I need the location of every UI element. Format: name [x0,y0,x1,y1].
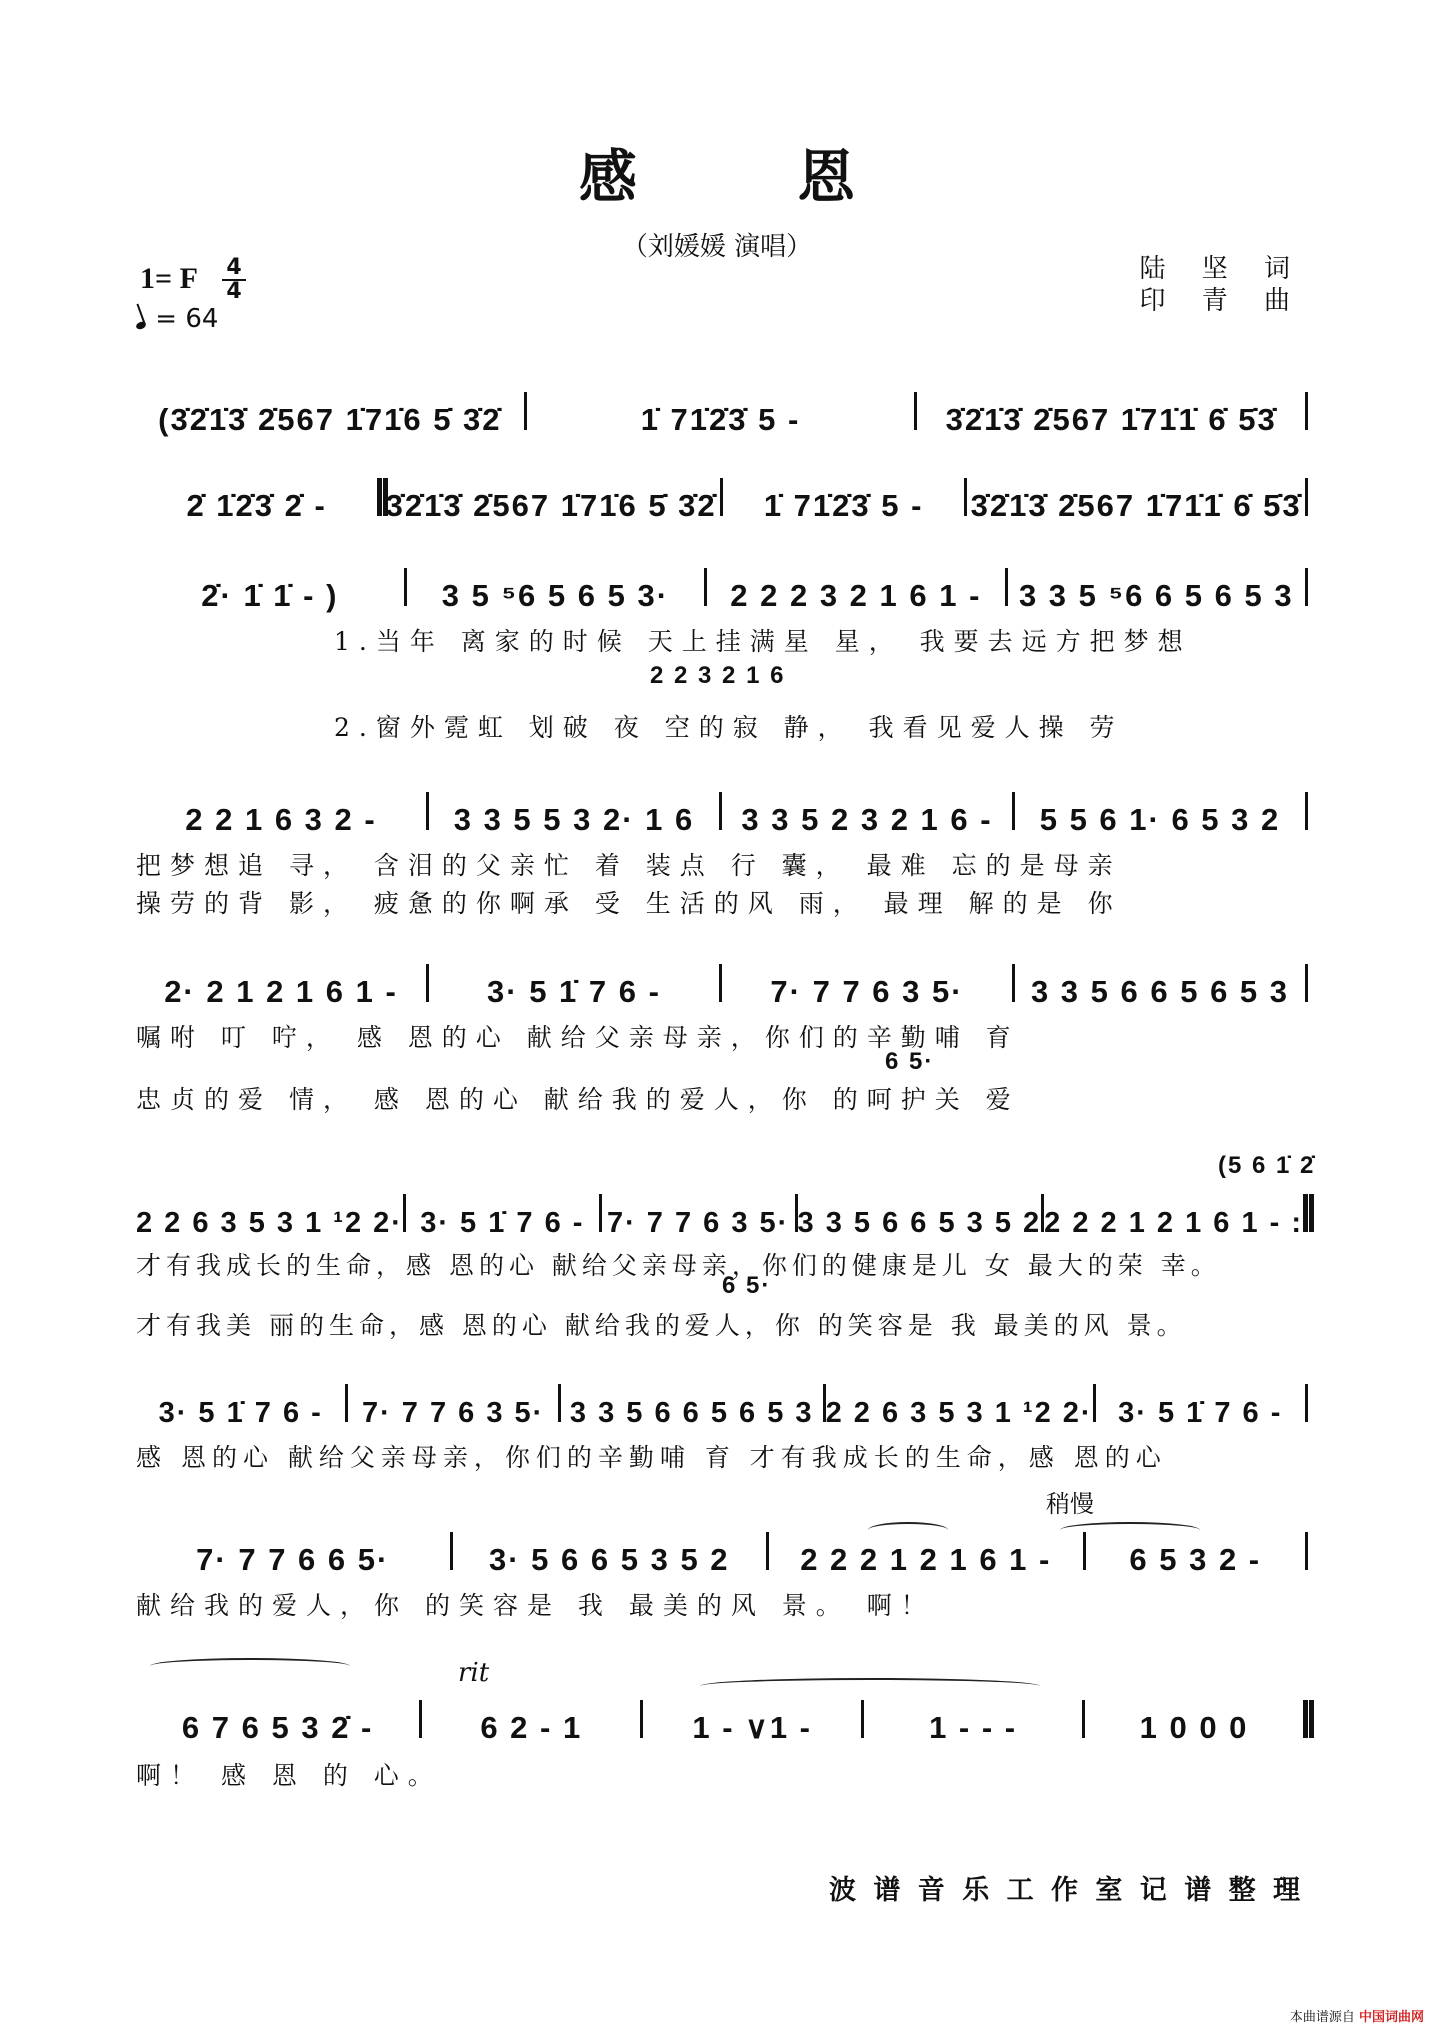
measure: 2· 2 1 2 1 6 1 - [164,974,398,1009]
lyricist-credit: 陆 坚 词 [1139,254,1304,284]
ending-notes: (5 6 1̇ 2̇ [1218,1152,1316,1179]
lyric-line: 把梦想追 寻， 含泪的父亲忙 着 装点 行 囊， 最难 忘的是母亲 [136,851,1122,880]
composer-credit: 印 青 曲 [1139,286,1304,316]
system-3-staff [136,568,1308,614]
source-prefix: 本曲谱源自 [1289,2010,1355,2025]
measure: 5 5 6 1· 6 5 3 2 [1039,802,1281,837]
measure: 2 2 6 3 5 3 1 ¹2 2· [136,1207,403,1239]
source-site-link[interactable]: 中国词曲网 [1358,2010,1424,2025]
measure: 3· 5 1̇ 7 6 - [158,1397,323,1429]
lyric-line: 嘱咐 叮 咛， 感 恩的心 献给父亲母亲，你们的辛勤哺 育 [136,1023,1020,1052]
alternate-notes: 2 2 3 2 1 6 [650,662,786,689]
measure: 1̇ 71̇2̇3̇ 5 - [640,402,801,437]
measure: 1 0 0 0 [1139,1710,1249,1745]
measure: 3 5 ⁵6 5 6 5 3· [441,578,670,613]
lyric-line: 献给我的爱人，你 的笑容是 我 最美的风 景。 啊！ [136,1591,935,1620]
measure: 3̇2̇1̇3̇ 2̇567 1̇71̇1̇ 6̇ 5̇3̇ [970,488,1302,523]
measure: 2 2 1 6 3 2 - [185,802,377,837]
lyric-line: 忠贞的爱 情， 感 恩的心 献给我的爱人，你 的呵护关 爱 [136,1085,1020,1114]
measure: 3 3 5 5 3 2· 1 6 [453,802,695,837]
measure: 2 2 2 1 2 1 6 1 - [800,1542,1052,1577]
time-signature-bottom: 4 [226,279,242,304]
measure: 7· 7 7 6 6 5· [196,1542,390,1577]
lyric-line: 1.当年 离家的时候 天上挂满星 星， 我要去远方把梦想 [334,627,1192,656]
alternate-notes: 6 5· [722,1272,772,1299]
system-9-staff [136,1700,1308,1746]
lyric-line: 啊！ 感 恩 的 心。 [136,1761,442,1790]
measure: 3 3 5 6 6 5 3 5 2 [797,1207,1042,1239]
system-8-staff [136,1532,1308,1578]
lyric-line: 感 恩的心 献给父亲母亲，你们的辛勤哺 育 才有我成长的生命，感 恩的心 [136,1443,1167,1472]
measure: 2̇ 1̇2̇3̇ 2̇ - [186,488,327,523]
system-6-staff [136,1194,1308,1240]
lyric-line: 操劳的背 影， 疲惫的你啊承 受 生活的风 雨， 最理 解的是 你 [136,889,1122,918]
measure: 3̇2̇1̇3̇ 2̇567 1̇71̇1̇ 6̇ 5̇3̇ [945,402,1277,437]
measure: 3 3 5 ⁵6 6 5 6 5 3 [1018,578,1294,613]
tempo-direction: 稍慢 [1046,1490,1094,1518]
measure: 2̇· 1̇ 1̇ - ) [201,578,339,613]
tempo-marking [136,304,218,334]
measure: 3 3 5 2 3 2 1 6 - [741,802,993,837]
measure: 3· 5 1̇ 7 6 - [420,1207,585,1239]
measure: 2 2 2 1 2 1 6 1 - : [1044,1207,1304,1239]
measure: 1 - - - [929,1710,1018,1745]
lyric-line: 才有我美 丽的生命，感 恩的心 献给我的爱人，你 的笑容是 我 最美的风 景。 [136,1311,1187,1340]
quarter-note-icon [135,321,147,331]
measure: 6 2 - 1 [480,1710,583,1745]
measure: 3· 5 6 6 5 3 5 2 [489,1542,730,1577]
measure: 1 - ∨1 - [692,1710,812,1745]
measure: 6 5 3 2 - [1129,1542,1262,1577]
measure: 2 2 6 3 5 3 1 ¹2 2· [825,1397,1093,1429]
system-7-staff [136,1384,1308,1430]
measure: 1̇ 71̇2̇3̇ 5 - [763,488,924,523]
measure: 3· 5 1̇ 7 6 - [487,974,661,1009]
system-5-staff [136,964,1308,1010]
system-2-staff [136,478,1308,524]
performer-credit: （刘媛媛 演唱） [621,232,813,262]
measure: 7· 7 7 6 3 5· [606,1207,790,1239]
measure: 2 2 2 3 2 1 6 1 - [730,578,982,613]
measure: (3̇2̇1̇3̇ 2̇567 1̇71̇6 5̇ 3̇2̇ [158,402,502,437]
source-credit [1290,2006,1424,2025]
tempo-value: = 64 [155,304,219,334]
time-signature-top: 4 [226,255,242,280]
lyric-line: 才有我成长的生命，感 恩的心 献给父亲母亲，你们的健康是儿 女 最大的荣 幸。 [136,1251,1221,1280]
lyric-line: 2.窗外霓虹 划破 夜 空的寂 静， 我看见爱人操 劳 [334,713,1124,742]
time-signature [222,255,246,304]
arranger-credit: 波 谱 音 乐 工 作 室 记 谱 整 理 [829,1875,1304,1906]
key-signature: 1= F [140,262,198,295]
measure: 6 7 6 5 3 2̇ - [181,1710,374,1745]
measure: 3· 5 1̇ 7 6 - [1118,1397,1283,1429]
tempo-direction: rit [458,1658,490,1688]
alternate-notes: 6 5· [885,1048,935,1075]
measure: 7· 7 7 6 3 5· [361,1397,545,1429]
measure: 7· 7 7 6 3 5· [770,974,964,1009]
measure: 3 3 5 6 6 5 6 5 3 [569,1397,814,1429]
measure: 3̇2̇1̇3̇ 2̇567 1̇71̇6 5̇ 3̇2̇ [385,488,717,523]
song-title: 感 恩 [578,143,926,211]
measure: 3 3 5 6 6 5 6 5 3 [1030,974,1290,1009]
system-4-staff [136,792,1308,838]
system-1-staff [136,392,1308,438]
